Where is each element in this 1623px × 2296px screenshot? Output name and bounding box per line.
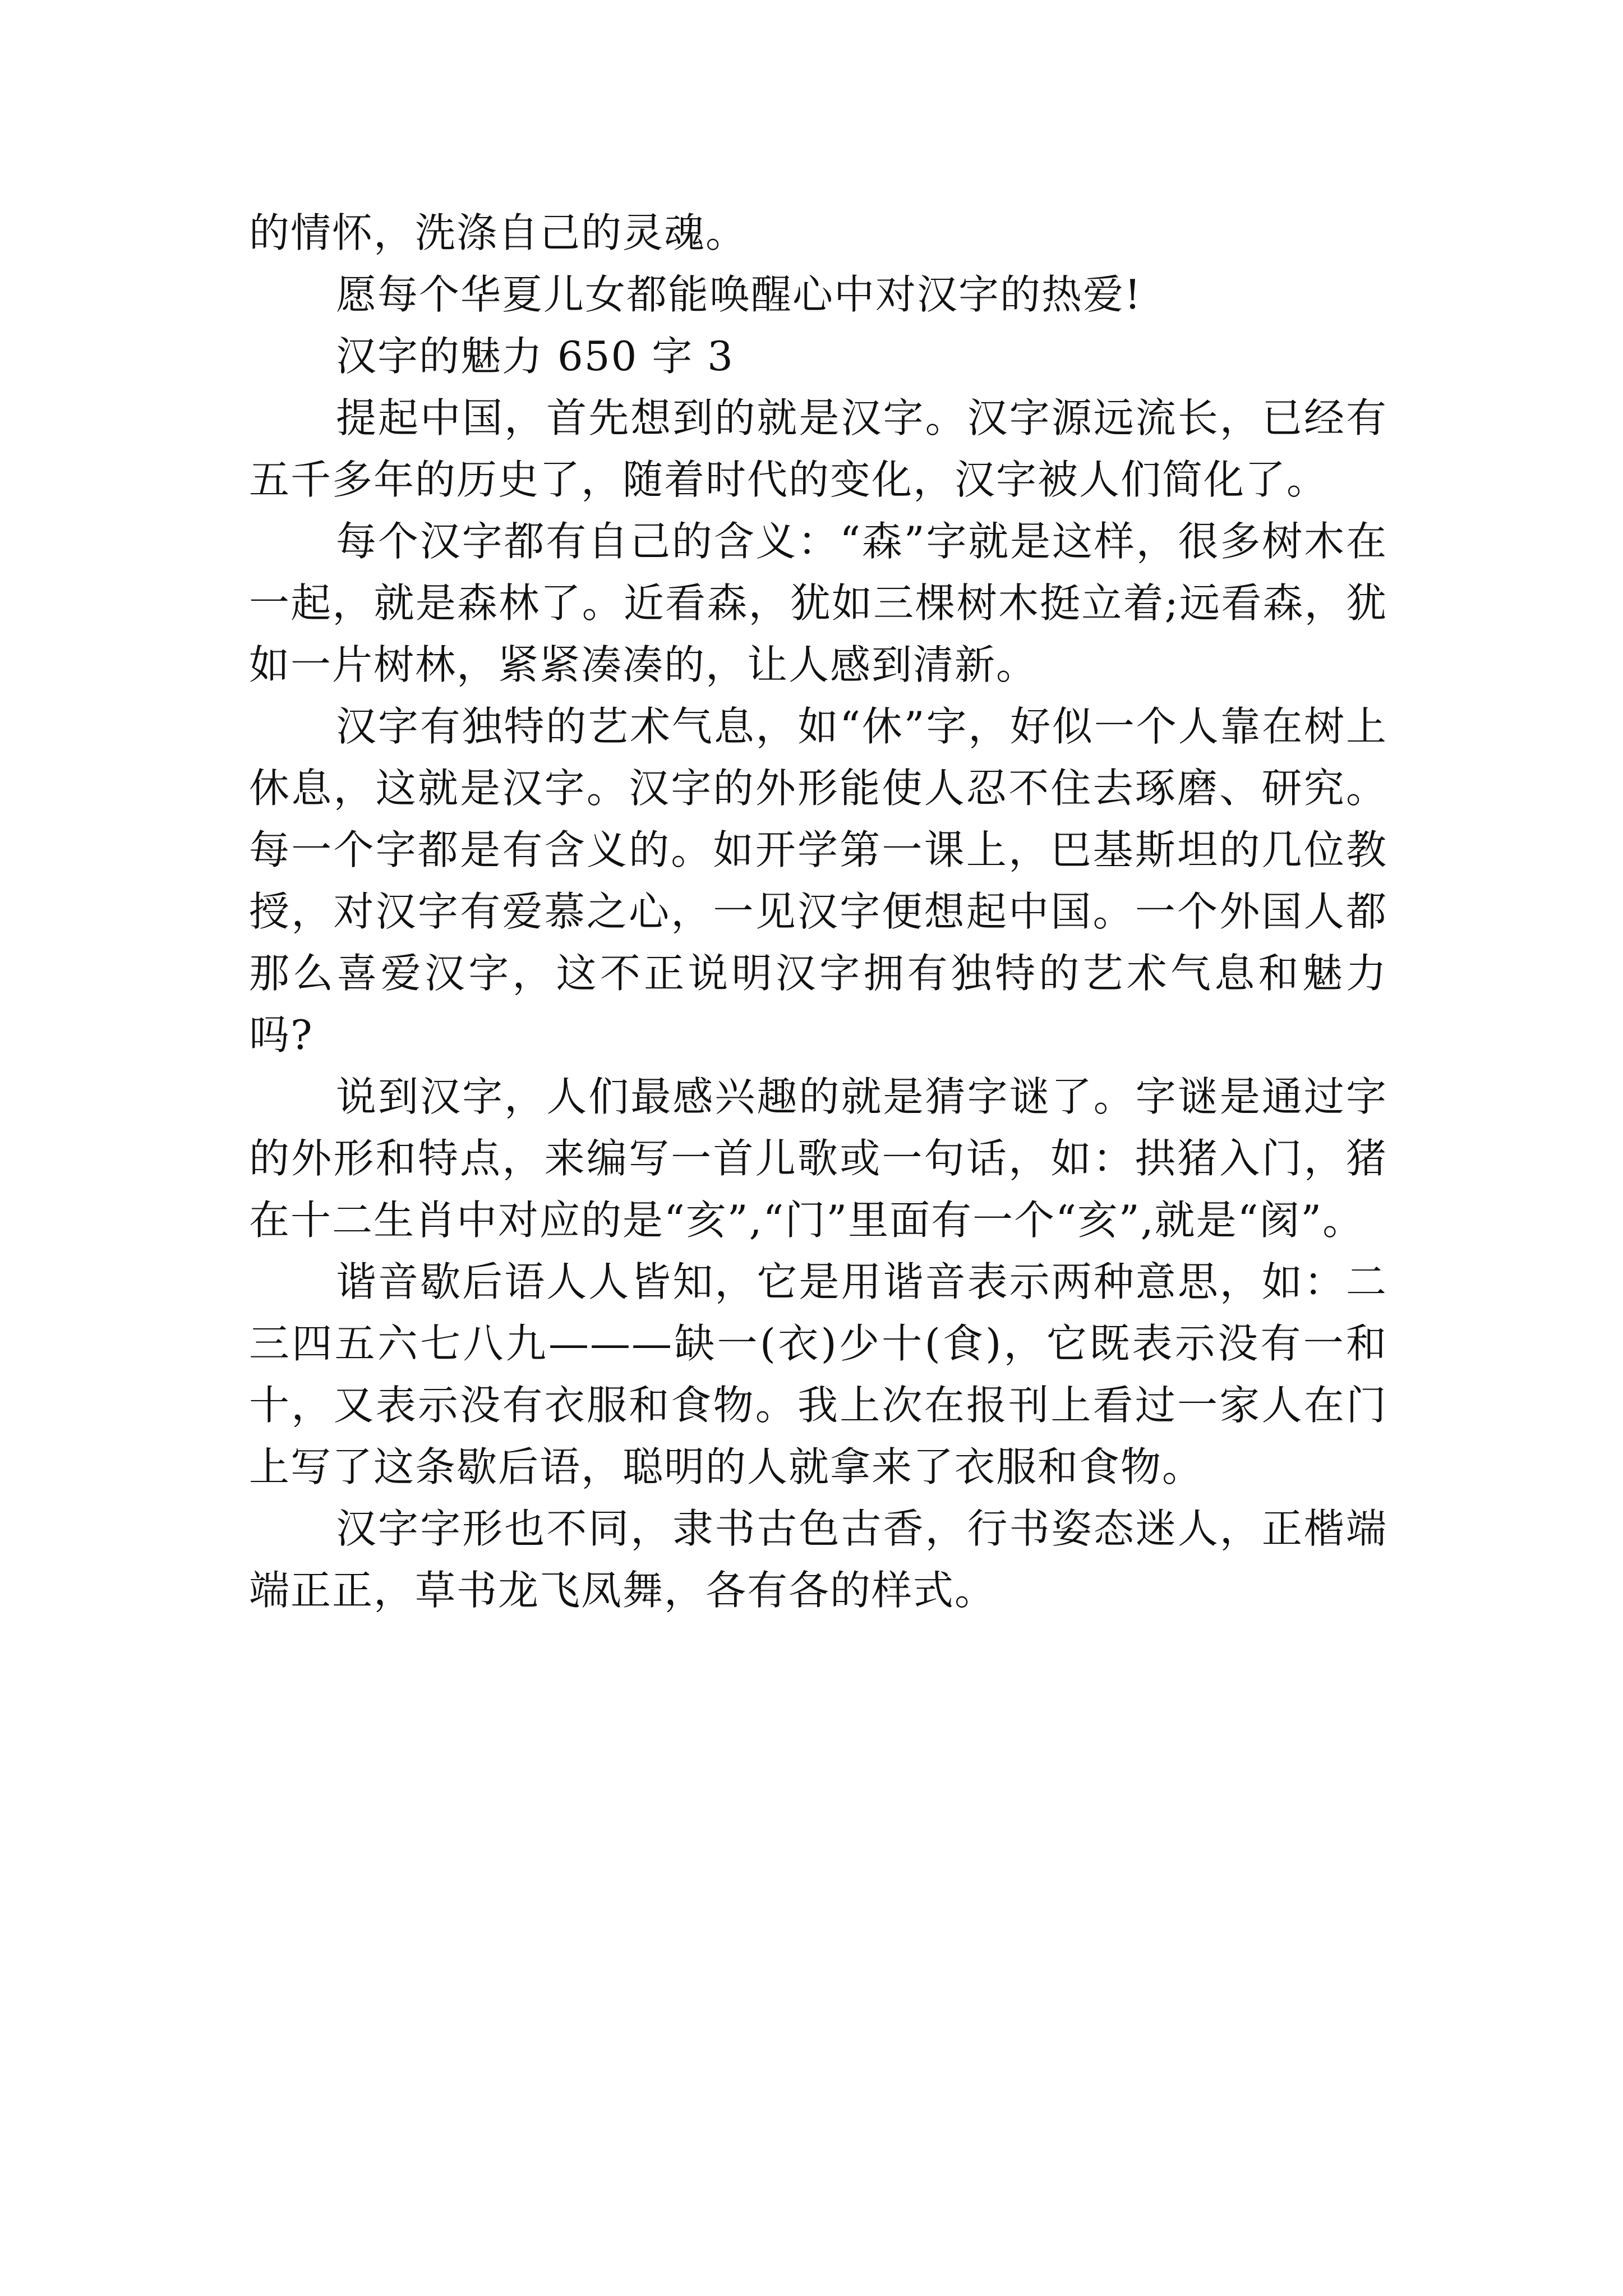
paragraph-wish: 愿每个华夏儿女都能唤醒心中对汉字的热爱! — [336, 271, 1142, 318]
paragraph-xiehouyu: 谐音歇后语人人皆知，它是用谐音表示两种意思，如：二三四五六七八九———缺一(衣)少十(食)，它既表示没有一和十，又表示没有衣服和食物。我上次在报刊上看过一家人在门上写了这条歇后语，聪明的人就拿来了衣服和食物。 — [249, 1258, 1387, 1490]
paragraph-scripts: 汉字字形也不同，隶书古色古香，行书姿态迷人，正楷端端正正，草书龙飞凤舞，各有各的样式。 — [249, 1505, 1387, 1614]
paragraph-art: 汉字有独特的艺术气息，如“休”字，好似一个人靠在树上休息，这就是汉字。汉字的外形能使人忍不住去琢磨、研究。每一个字都是有含义的。如开学第一课上，巴基斯坦的几位教授，对汉字有爱慕之心，一见汉字便想起中国。一个外国人都那么喜爱汉字，这不正说明汉字拥有独特的艺术气息和魅力吗? — [249, 703, 1387, 1059]
paragraph-meaning: 每个汉字都有自己的含义：“森”字就是这样，很多树木在一起，就是森林了。近看森，犹如三棵树木挺立着;远看森，犹如一片树林，紧紧凑凑的，让人感到清新。 — [249, 518, 1387, 688]
essay-title: 汉字的魅力 650 字 3 — [336, 333, 734, 380]
paragraph-riddle: 说到汉字，人们最感兴趣的就是猜字谜了。字谜是通过字的外形和特点，来编写一首儿歌或一句话，如：拱猪入门，猪在十二生肖中对应的是“亥”,“门”里面有一个“亥”,就是“阂”。 — [249, 1073, 1387, 1244]
paragraph-intro: 提起中国，首先想到的就是汉字。汉字源远流长，已经有五千多年的历史了，随着时代的变化，汉字被人们简化了。 — [249, 394, 1387, 503]
document-body — [249, 202, 1387, 1621]
paragraph-continuation: 的情怀，洗涤自己的灵魂。 — [249, 209, 748, 256]
